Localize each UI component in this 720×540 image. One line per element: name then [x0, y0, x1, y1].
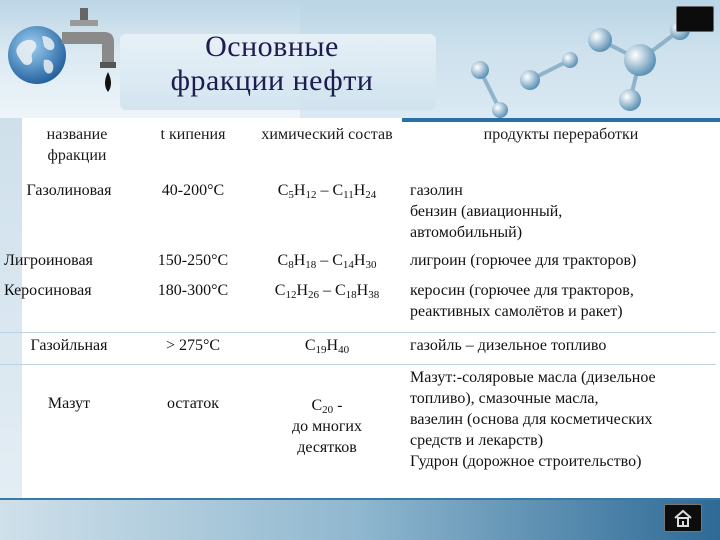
header-boiling: t кипения	[160, 126, 226, 143]
fraction-name: Газолиновая	[26, 182, 112, 199]
faucet-icon	[52, 6, 122, 106]
products	[406, 332, 716, 364]
header-composition: химический состав	[261, 126, 393, 143]
title-line-2: фракции нефти	[170, 64, 374, 97]
composition: $C_5H_{12} - C_{11}H_{24}$	[277, 182, 377, 201]
blank-button[interactable]	[676, 6, 714, 32]
title-line-1: Основные	[205, 30, 339, 63]
composition: $C_8H_{18} - C_{14}H_{30}$	[277, 252, 377, 271]
footer-rule	[0, 498, 720, 500]
product-line: вазелин (основа для косметических	[410, 410, 653, 428]
products	[406, 364, 716, 482]
fraction-name: Мазут	[0, 364, 138, 482]
product-line: лигроин (горючее для тракторов)	[410, 252, 637, 269]
fraction-name: Газойльная	[0, 332, 138, 364]
product-line: газойль – дизельное топливо	[410, 336, 607, 354]
composition: $C_{12}H_{26} - C_{18}H_{38}$	[274, 282, 380, 301]
table-row	[0, 278, 716, 332]
composition: $C_{19}H_{40}$	[248, 332, 406, 364]
boiling-range: 150-250°C	[157, 252, 229, 269]
product-line: бензин (авиационный,	[410, 203, 563, 220]
product-line: газолин	[410, 182, 463, 199]
product-line: керосин (горючее для тракторов,	[410, 282, 634, 299]
slide-title	[122, 30, 422, 98]
products	[406, 278, 716, 332]
boiling-range: 40-200°C	[161, 182, 225, 199]
header-banner	[0, 0, 720, 118]
header-name: название фракции	[46, 126, 108, 164]
products	[406, 248, 716, 278]
fraction-name: Лигроиновая	[4, 252, 93, 269]
table-row	[0, 178, 716, 248]
product-line: Мазут:-соляровые масла (дизельное	[410, 368, 656, 386]
home-button[interactable]	[664, 504, 702, 532]
product-line: реактивных самолётов и ракет)	[410, 303, 623, 320]
home-icon	[673, 509, 693, 527]
table-row	[0, 332, 716, 364]
product-line: топливо), смазочные масла,	[410, 389, 599, 407]
fraction-name: Керосиновая	[4, 282, 92, 299]
product-line: средств и лекарств)	[410, 431, 544, 449]
footer-bar	[0, 498, 720, 540]
boiling-range: > 275°C	[138, 332, 248, 364]
boiling-range: остаток	[138, 364, 248, 482]
product-line: автомобильный)	[410, 224, 523, 241]
composition: $C_{20}$ - до многих десятков	[248, 364, 406, 482]
fractions-table	[0, 118, 716, 482]
table-row	[0, 248, 716, 278]
boiling-range: 180-300°C	[157, 282, 229, 299]
table-header-row	[0, 118, 716, 178]
header-products: продукты переработки	[483, 126, 639, 143]
table-row	[0, 364, 716, 482]
product-line: Гудрон (дорожное строительство)	[410, 452, 642, 470]
products	[406, 178, 716, 248]
